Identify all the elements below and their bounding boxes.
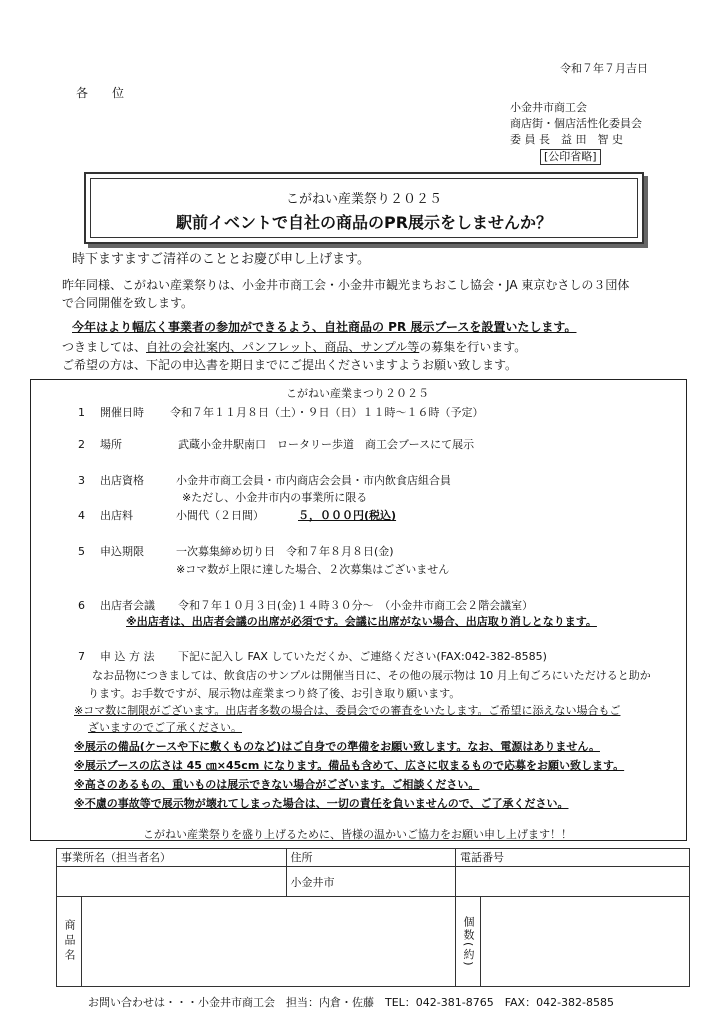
detail-label: 出店資格: [100, 474, 144, 487]
details-title: こがねい産業まつり２０２５: [286, 387, 429, 400]
detail-num: 1: [78, 406, 85, 419]
seal-omitted: [公印省略]: [540, 149, 601, 165]
detail-item-fee: [78, 507, 396, 523]
contact-footer: お問い合わせは・・・小金井市商工会 担当：内倉・佐藤 TEL：042-381-8765 FAX：042-382-8585: [88, 996, 615, 1009]
detail-text: 下記に記入し FAX していただくか、ご連絡ください(FAX:042-382-8585): [178, 650, 547, 663]
detail-text: 武蔵小金井駅南口 ロータリー歩道 商工会ブースにて展示: [178, 438, 475, 451]
intro-highlight: 今年はより幅広く事業者の参加ができるよう、自社商品の PR 展示ブースを設置いたします。: [72, 320, 577, 334]
closing-message: こがねい産業祭りを盛り上げるために、皆様の温かいご協力をお願い申し上げます！！: [143, 828, 572, 841]
form-header-phone-label: 電話番号: [460, 851, 504, 864]
detail-note-eligibility: ※ただし、小金井市内の事業所に限る: [182, 491, 368, 504]
intro-recruit-pre: つきましては、: [62, 340, 147, 354]
detail-item-meeting: [78, 597, 533, 613]
intro-line-2: で合同開催を致します。: [62, 296, 194, 310]
count-label: 個数(約): [462, 915, 475, 968]
detail-text: 令和７年１０月３日(金)１４時３０分～ （小金井市商工会２階会議室）: [178, 599, 534, 612]
detail-text: 小金井市商工会員・市内商店会会員・市内飲食店組合員: [176, 474, 451, 487]
detail-label: 出店者会議: [100, 599, 155, 612]
note-liability: ※不慮の事故等で展示物が壊れてしまった場合は、一切の責任を負いませんので、ご了承ください。: [74, 797, 569, 810]
detail-label: 出店料: [100, 509, 133, 522]
addressee: 各 位: [76, 86, 131, 100]
product-label-cell: [57, 897, 82, 987]
note-booth-size: ※展示ブースの広さは 45 ㎝×45cm になります。備品も含めて、広さに収まるもので応募をお願い致します。: [74, 759, 625, 772]
intro-recruit-items: 自社の会社案内、パンフレット、商品、サンプル等: [146, 340, 420, 354]
detail-item-date: [78, 404, 484, 420]
detail-label: 開催日時: [100, 406, 144, 419]
detail-text: 令和７年１１月８日（土）・９日（日）１１時～１６時（予定）: [170, 406, 484, 419]
phone-field[interactable]: [456, 867, 690, 897]
note-limit: ※コマ数に制限がございます。出店者多数の場合は、委員会での審査をいたします。ご希望に添えない場合もご: [74, 704, 621, 717]
business-name-field[interactable]: [57, 867, 287, 897]
detail-num: 3: [78, 474, 85, 487]
intro-recruit-post: の募集を行います。: [419, 340, 527, 354]
form-header-phone: [456, 849, 690, 867]
product-field[interactable]: [82, 897, 456, 987]
form-header-business-label: 事業所名（担当者名）: [61, 851, 171, 864]
product-label: 商品名: [63, 919, 76, 964]
detail-item-place: [78, 436, 474, 452]
detail-method-para-1: なお品物につきましては、飲食店のサンプルは開催当日に、その他の展示物は 10 月上旬ごろにいただけると助か: [92, 669, 651, 682]
detail-text: 一次募集締め切り日 令和７年８月８日(金): [176, 545, 394, 558]
address-field[interactable]: [286, 867, 455, 897]
detail-num: 5: [78, 545, 85, 558]
intro-line-1: 昨年同様、こがねい産業祭りは、小金井市商工会・小金井市観光まちおこし協会・JA 東京むさしの３団体: [62, 278, 630, 292]
intro-request: ご希望の方は、下記の申込書を期日までにご提出くださいますようお願い致します。: [62, 358, 518, 372]
detail-label: 申 込 方 法: [100, 650, 155, 663]
detail-text: 小間代（２日間）: [176, 509, 264, 522]
form-header-address: [286, 849, 455, 867]
document-date: 令和７年７月吉日: [560, 62, 648, 75]
title-banner: [84, 172, 644, 244]
detail-method-para-2: ります。お手数ですが、展示物は産業まつり終了後、お引き取り願います。: [88, 687, 461, 700]
org-committee: 商店街・個店活性化委員会: [510, 117, 642, 130]
intro-recruit: [62, 338, 526, 356]
address-value: 小金井市: [290, 875, 335, 889]
detail-note-meeting: ※出店者は、出店者会議の出席が必須です。会議に出席がない場合、出店取り消しとなります。: [126, 615, 597, 628]
fee-amount: ５，０００円(税込): [298, 509, 397, 522]
detail-num: 6: [78, 599, 85, 612]
greeting: 時下ますますご清祥のこととお慶び申し上げます。: [72, 252, 370, 267]
detail-num: 4: [78, 509, 85, 522]
banner-title: 駅前イベントで自社の商品のPR展示をしませんか？: [175, 213, 553, 232]
detail-item-deadline: [78, 543, 394, 559]
detail-num: 7: [78, 650, 85, 663]
org-chair: 委 員 長 益 田 智 史: [510, 133, 623, 146]
detail-num: 2: [78, 438, 85, 451]
form-header-business: [57, 849, 287, 867]
detail-item-eligibility: [78, 472, 451, 488]
note-equipment: ※展示の備品(ケースや下に敷くものなど)はご自身での準備をお願い致します。なお、電源はありません。: [74, 740, 600, 753]
count-field[interactable]: [481, 897, 690, 987]
count-label-cell: [456, 897, 481, 987]
note-limit-cont: ざいますのでご了承ください。: [88, 721, 242, 734]
banner-subtitle: こがねい産業祭り２０２５: [285, 192, 442, 207]
detail-label: 場所: [100, 438, 122, 451]
note-heavy-items: ※高さのあるもの、重いものは展示できない場合がございます。ご相談ください。: [74, 778, 480, 791]
detail-label: 申込期限: [100, 545, 144, 558]
application-form: [56, 848, 690, 987]
detail-item-method: [78, 648, 547, 664]
detail-note-deadline: ※コマ数が上限に達した場合、２次募集はございません: [176, 563, 450, 576]
form-header-address-label: 住所: [290, 851, 313, 864]
org-name: 小金井市商工会: [510, 101, 587, 114]
